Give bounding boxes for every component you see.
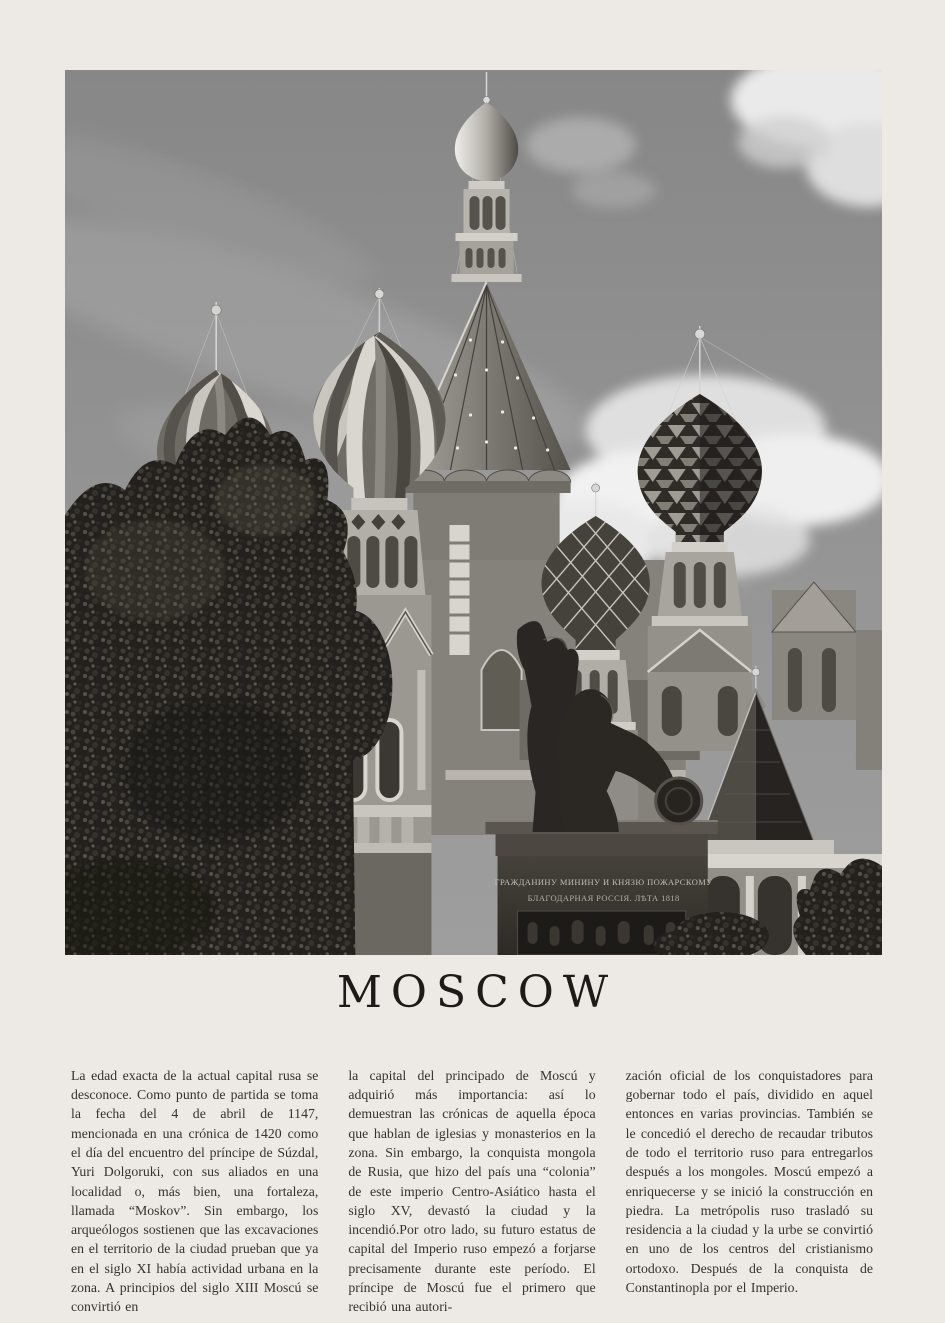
page-title: MOSCOW [336,967,618,1018]
monument-inscription-line2: БЛАГОДАРНАЯ РОССІЯ. ЛѢТА 1818 [527,893,680,903]
article-body [71,1052,873,1323]
cathedral-photo-illustration [65,70,882,955]
cathedral-photo [65,70,882,955]
monument-shield [656,778,702,824]
monument-inscription-line1: ГРАЖДАНИНУ МИНИНУ И КНЯЗЮ ПОЖАРСКОМУ [494,877,713,887]
article-column-1: La edad exacta de la actual capital rusa se desconoce. Como punto de partida se toma la fecha del 4 de abril de 1147, mencionada en una crónica de 1420 como el día del encuentro del príncipe de Súzdal, Yuri Dolgoruki, con sus aliados en una localidad o, más bien, una fortaleza, llamada “Moskov”. Sin embargo, los arqueólogos sostienen que las excavaciones en el territorio de la ciudad prueban que ya en el siglo XI había actividad urbana en la zona. A principios del siglo XIII Moscú se convirtió en [71,1067,319,1315]
article-column-3: zación oficial de los conquistadores para gobernar todo el país, dividido en aquel entonces en varias provincias. También se le concedió el derecho de recaudar tributos de todo el territorio ruso para entregarlos después a los mongoles. Moscú empezó a enriquecerse y se inició la construcción en piedra. La metrópolis ruso trasladó su residencia a la ciudad y la urbe se convirtió en uno de los centros del cristianismo ortodoxo. Después de la conquista de Constantinopla por el Imperio. [625,1067,873,1296]
article-column-2: la capital del principado de Moscú y adquirió más importancia: así lo demuestran las crónicas de aquella época que hablan de iglesias y monasterios en la zona. Sin embargo, la conquista mongola de Rusia, que hizo del país una “colonia” de este imperio Centro-Asiático hasta el siglo XV, devastó la ciudad y la incendió.Por otro lado, su futuro estatus de capital del Imperio ruso empezó a forjarse precisamente durante este período. El príncipe de Moscú fue el primero que recibió una autori- [348,1067,596,1315]
